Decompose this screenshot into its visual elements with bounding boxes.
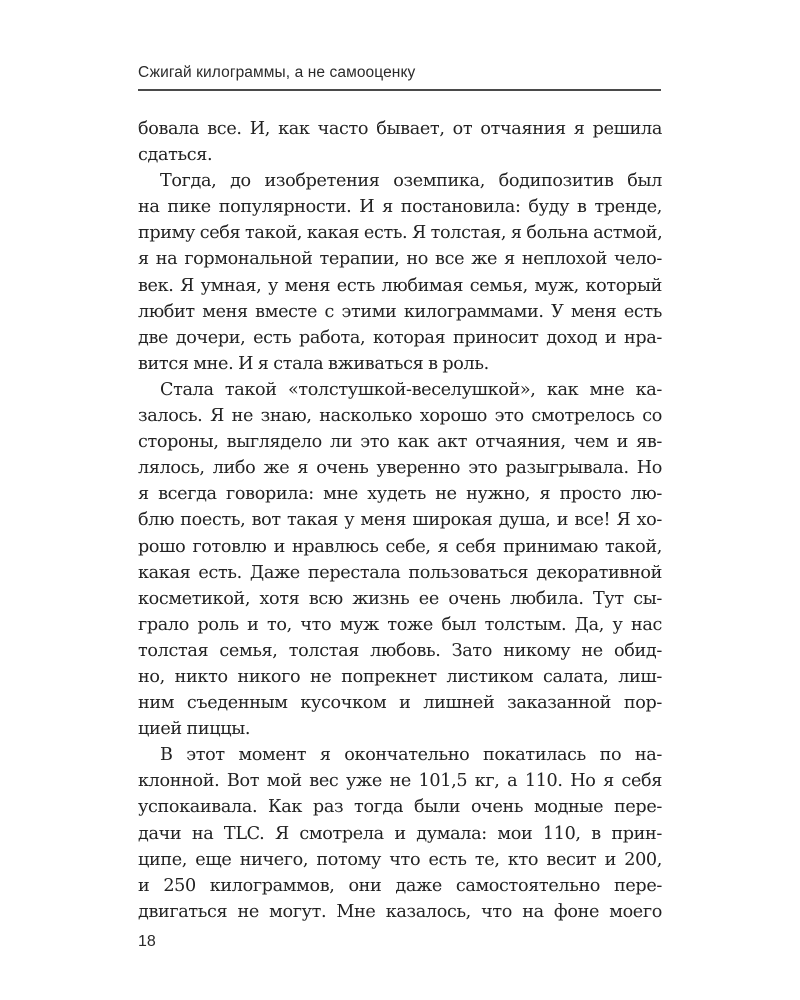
text-line: успокаивала. Как раз тогда были очень модные пере-	[138, 797, 662, 818]
text-line: ципе, еще ничего, потому что есть те, кто весит и 200,	[138, 849, 662, 870]
text-line: Стала такой «толстушкой-веселушкой», как мне ка-	[160, 379, 662, 400]
text-line: косметикой, хотя всю жизнь ее очень любила. Тут сы-	[138, 588, 662, 609]
text-line: дачи на TLC. Я смотрела и думала: мои 110, в прин-	[138, 823, 662, 844]
text-line: век. Я умная, у меня есть любимая семья, муж, который	[138, 275, 662, 296]
text-line: вится мне. И я стала вживаться в роль.	[138, 353, 489, 374]
text-line: Тогда, до изобретения оземпика, бодипозитив был	[160, 171, 662, 192]
page-number: 18	[138, 933, 156, 950]
text-line: приму себя такой, какая есть. Я толстая, я больна астмой,	[138, 223, 663, 244]
text-line: рошо готовлю и нравлюсь себе, я себя принимаю такой,	[138, 536, 662, 557]
text-line: я на гормональной терапии, но все же я неплохой чело-	[138, 249, 662, 270]
body-text	[138, 116, 662, 925]
text-line: ним съеденным кусочком и лишней заказанной пор-	[138, 693, 662, 714]
text-line: на пике популярности. И я постановила: буду в тренде,	[138, 197, 662, 218]
running-header-title: Сжигай килограммы, а не самооценку	[138, 64, 416, 81]
text-line: какая есть. Даже перестала пользоваться декоративной	[138, 562, 662, 583]
text-line: стороны, выглядело ли это как акт отчаяния, чем и яв-	[138, 432, 662, 453]
text-line: грало роль и то, что муж тоже был толстым. Да, у нас	[138, 614, 662, 635]
text-line: лялось, либо же я очень уверенно это разыгрывала. Но	[138, 458, 662, 479]
text-line: блю поесть, вот такая у меня широкая душа, и все! Я хо-	[138, 510, 662, 531]
header-rule	[138, 89, 661, 91]
text-line: залось. Я не знаю, насколько хорошо это смотрелось со	[138, 406, 662, 427]
text-line: и 250 килограммов, они даже самостоятельно пере-	[138, 875, 662, 896]
text-line: толстая семья, толстая любовь. Зато никому не обид-	[138, 640, 662, 661]
text-line: две дочери, есть работа, которая приносит доход и нра-	[138, 327, 662, 348]
text-line: клонной. Вот мой вес уже не 101,5 кг, а 110. Но я себя	[138, 771, 662, 792]
text-line: цией пиццы.	[138, 719, 251, 740]
text-line: двигаться не могут. Мне казалось, что на фоне моего	[138, 901, 662, 922]
text-line: В этот момент я окончательно покатилась по на-	[160, 745, 662, 766]
text-line: сдаться.	[138, 145, 213, 166]
text-line: любит меня вместе с этими килограммами. У меня есть	[138, 301, 662, 322]
text-line: я всегда говорила: мне худеть не нужно, я просто лю-	[138, 484, 662, 505]
text-line: бовала все. И, как часто бывает, от отчаяния я решила	[138, 119, 662, 139]
text-line: но, никто никого не попрекнет листиком салата, лиш-	[138, 666, 662, 687]
